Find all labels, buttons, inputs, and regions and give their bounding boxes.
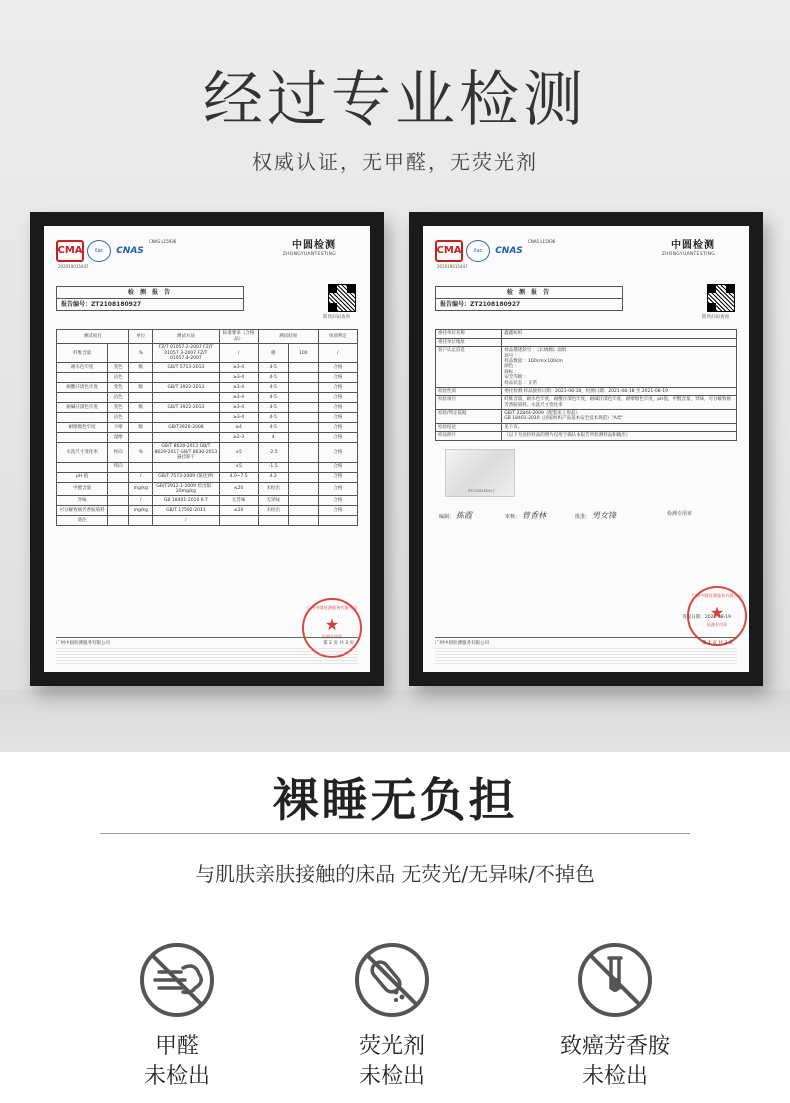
info-value: 鑫鑫纺织 <box>502 330 737 338</box>
no-fluorescent-icon <box>352 940 432 1020</box>
table-cell: 合格 <box>318 423 357 433</box>
table-cell: 合格 <box>318 482 357 496</box>
report-frame-left <box>30 212 384 686</box>
report-title: 检 测 报 告 <box>57 287 243 299</box>
table-cell: 棉 <box>258 344 288 363</box>
table-cell <box>57 373 108 383</box>
table-cell <box>108 506 129 516</box>
table-cell: 合格 <box>318 373 357 383</box>
signature-prepared <box>439 511 472 521</box>
sample-info-table <box>435 329 737 440</box>
table-cell: 合格 <box>318 443 357 462</box>
table-cell <box>288 443 318 462</box>
info-value: 委托检测 样品接样日期：2021-08-18，检测日期：2021-08-18 至 2021-08-19 <box>502 387 737 395</box>
qr-note: 防伪扫码查询 <box>702 315 729 320</box>
table-cell: 耐水色牢度 <box>57 363 108 373</box>
table-cell: 耐摩擦色牢度 <box>57 423 108 433</box>
table-cell: 级 <box>129 403 153 413</box>
table-row <box>57 344 358 363</box>
col-header: 测试方法 <box>153 330 219 344</box>
table-cell: -1.5 <box>258 462 288 472</box>
table-row <box>57 443 358 462</box>
sig-name: 拣霞 <box>456 510 473 520</box>
info-row <box>436 410 737 424</box>
feature-label: 致癌芳香胺 <box>559 1034 670 1059</box>
info-value: 样品描述款号 ：《长绒棉》面料 款号 ： 样品数量 ：100cm×100cm 颜色 ： 商标 ： 安全等级 ： 样品状态 ：正常 <box>502 347 737 388</box>
cnas-number: CNAS L15936 <box>528 239 556 244</box>
col-header: 标准要求（合格品） <box>219 330 258 344</box>
hero-subtitle: 权威认证，无甲醛，无荧光剂 <box>252 150 538 174</box>
feature-carcinogen <box>545 940 685 1092</box>
table-cell: 沾色 <box>108 393 129 403</box>
feature-formaldehyde <box>122 940 232 1092</box>
feature-text <box>122 1032 232 1092</box>
table-cell: 合格 <box>318 496 357 506</box>
table-row <box>57 383 358 393</box>
ilac-mra-logo-icon: ilac <box>466 240 490 262</box>
table-cell: 变色 <box>108 403 129 413</box>
table-row <box>57 363 358 373</box>
table-cell: 4 <box>258 433 288 443</box>
table-cell <box>129 413 153 423</box>
table-cell: 甲醛含量 <box>57 482 108 496</box>
table-row <box>57 472 358 482</box>
info-row <box>436 330 737 338</box>
table-row <box>57 393 358 403</box>
info-row <box>436 338 737 346</box>
footer-org: 广州中圆检测服务有限公司 <box>56 640 110 646</box>
table-cell: 合格 <box>318 363 357 373</box>
table-cell: mg/kg <box>129 482 153 496</box>
table-cell: mg/kg <box>129 506 153 516</box>
lab-brand <box>283 240 358 257</box>
table-cell <box>129 373 153 383</box>
info-label: 检验结论 <box>436 423 502 431</box>
table-cell: / <box>153 516 219 526</box>
table-row <box>57 423 358 433</box>
stamp-org-text: 广州中圆检测服务有限公司 <box>691 593 743 598</box>
table-cell <box>288 472 318 482</box>
report-header <box>435 240 737 274</box>
info-row <box>436 396 737 410</box>
lab-name-en: ZHONGYUANTESTING <box>282 252 336 257</box>
ilac-mra-logo-icon: ilac <box>87 240 111 262</box>
sig-label: 批准： <box>575 513 591 520</box>
table-cell <box>219 516 258 526</box>
table-cell <box>288 383 318 393</box>
table-cell: 沾色 <box>108 373 129 383</box>
table-cell: 备注 <box>57 516 108 526</box>
report-page-1 <box>423 226 749 672</box>
signature-row <box>435 511 737 527</box>
feature-text <box>337 1032 447 1092</box>
footer-divider <box>435 637 737 638</box>
table-cell: 级 <box>129 423 153 433</box>
cnas-logo-icon: CNAS <box>495 245 523 256</box>
qr-note: 防伪扫码查询 <box>323 315 350 320</box>
table-cell: ±5 <box>219 443 258 462</box>
table-cell <box>318 516 357 526</box>
report-number: 报告编号：ZT2108180927 <box>61 301 142 309</box>
qr-code-icon <box>328 284 356 312</box>
stamp-sub-text: 检测专用章 <box>707 621 727 627</box>
table-cell: / <box>318 344 357 363</box>
table-cell: 合格 <box>318 472 357 482</box>
table-cell: 合格 <box>318 462 357 472</box>
table-cell: % <box>129 443 153 462</box>
table-cell: / <box>219 344 258 363</box>
signature-stamp-label: 检测专用章 <box>667 510 693 517</box>
table-cell: ≥2-3 <box>219 433 258 443</box>
stamp-sub-text: 检测专用章 <box>322 633 342 639</box>
table-cell: 合格 <box>318 393 357 403</box>
table-cell: 4-5 <box>258 383 288 393</box>
table-cell <box>57 462 108 472</box>
feature-fluorescent <box>337 940 447 1092</box>
feature-status: 未检出 <box>581 1064 648 1089</box>
info-row <box>436 423 737 431</box>
table-cell: 合格 <box>318 383 357 393</box>
table-cell: 合格 <box>318 403 357 413</box>
table-row <box>57 496 358 506</box>
table-cell <box>288 403 318 413</box>
table-cell <box>288 363 318 373</box>
footer-fine-print <box>56 648 358 664</box>
table-cell: ≤20 <box>219 482 258 496</box>
table-cell: GB 18401-2010 6.7 <box>153 496 219 506</box>
table-cell: GB/T 8628-2013 GB/T 8629-2017 GB/T 8630-2013 悬挂晾干 <box>154 444 218 461</box>
table-cell: ≥3-4 <box>219 413 258 423</box>
table-cell: % <box>129 344 153 363</box>
table-cell <box>288 496 318 506</box>
table-cell: ≥4 <box>219 423 258 433</box>
info-row <box>436 432 737 440</box>
no-carcinogen-icon <box>575 940 655 1020</box>
sig-name: 曾香林 <box>522 510 547 520</box>
table-cell: 异味 <box>57 496 108 506</box>
col-header: 测试结果 <box>258 330 318 344</box>
table-cell: 未检出 <box>258 482 288 496</box>
table-cell: 级 <box>129 363 153 373</box>
table-cell: pH 值 <box>57 472 108 482</box>
table-row <box>57 413 358 423</box>
footer-fine-print <box>435 648 737 664</box>
table-cell: 变色 <box>108 383 129 393</box>
cma-logo-icon: CMA <box>435 240 463 262</box>
info-label: 检验项目 <box>436 396 502 410</box>
table-cell <box>288 462 318 472</box>
table-row <box>57 482 358 496</box>
table-cell: ≥3-4 <box>219 403 258 413</box>
table-body <box>57 344 358 526</box>
lab-name-cn: 中圆检测 <box>671 240 715 251</box>
table-cell <box>57 433 108 443</box>
table-cell: ≤20 <box>219 506 258 516</box>
table-cell: GB/T2912.1-2009 检出限：20mg/kg <box>153 482 219 496</box>
table-cell: GB/T 3922-2013 <box>153 403 219 413</box>
feature-label: 荧光剂 <box>358 1034 425 1059</box>
table-cell <box>288 423 318 433</box>
report-header <box>56 240 358 274</box>
table-cell <box>108 482 129 496</box>
section-divider <box>100 833 690 834</box>
table-cell: GB/T 7573-2009 (氯化钾) <box>153 472 219 482</box>
table-cell: 级 <box>129 383 153 393</box>
table-cell: GB/T3920-2008 <box>153 423 219 433</box>
footer-page: 第 2 页 共 3 页 <box>323 640 354 646</box>
table-cell: FZ/T 01057.2-2007 FZ/T 01057.3-2007 FZ/T 01057.4-2007 <box>153 344 219 363</box>
table-header-row <box>57 330 358 344</box>
feature-status: 未检出 <box>143 1064 210 1089</box>
table-cell: 合格 <box>318 506 357 516</box>
table-cell <box>108 472 129 482</box>
hero-title: 经过专业检测 <box>203 65 587 135</box>
table-cell <box>258 516 288 526</box>
table-cell: 4-5 <box>258 413 288 423</box>
table-cell: 合格 <box>318 413 357 423</box>
table-row <box>57 373 358 383</box>
lab-name-en: ZHONGYUANTESTING <box>661 252 715 257</box>
table-cell <box>108 496 129 506</box>
table-cell <box>129 433 153 443</box>
table-cell <box>288 516 318 526</box>
report-number: 报告编号：ZT2108180927 <box>440 301 521 309</box>
table-cell <box>129 393 153 403</box>
table-cell: 湿摩 <box>108 433 129 443</box>
table-cell <box>153 462 219 472</box>
table-cell: 未检出 <box>258 506 288 516</box>
table-cell <box>57 393 108 403</box>
table-cell: -2.5 <box>258 443 288 462</box>
info-body <box>436 330 737 440</box>
sample-photo-label: ZT2108180927 <box>468 489 495 494</box>
lab-brand <box>662 240 737 257</box>
section-title: 裸睡无负担 <box>272 773 518 827</box>
lab-name-cn: 中圆检测 <box>292 240 336 251</box>
report-page-2 <box>44 226 370 672</box>
no-formaldehyde-icon <box>137 940 217 1020</box>
table-cell: 经向 <box>108 443 129 462</box>
table-cell <box>108 344 129 363</box>
table-cell <box>153 373 219 383</box>
table-row <box>57 433 358 443</box>
footer-org: 广州中圆检测服务有限公司 <box>435 640 489 646</box>
sig-label: 编制： <box>439 513 455 520</box>
table-row <box>57 462 358 472</box>
table-cell <box>288 373 318 383</box>
table-cell: / <box>129 472 153 482</box>
table-cell: 4-5 <box>258 403 288 413</box>
table-cell: ≥3-4 <box>219 393 258 403</box>
signature-reviewed <box>505 511 546 521</box>
sig-label: 审核： <box>505 513 521 520</box>
info-value: （以下为送检样品的照片仅用于确认本报告所检测样品和输出） <box>502 432 737 440</box>
info-label: 样品照片 <box>436 432 502 440</box>
info-label: 检验/判定依据 <box>436 410 502 424</box>
info-label: 委托单位地址 <box>436 338 502 346</box>
signature-approved <box>575 511 616 521</box>
table-row <box>57 506 358 516</box>
table-cell: 100 <box>288 344 318 363</box>
table-cell <box>153 433 219 443</box>
table-cell: 4-5 <box>258 373 288 383</box>
report-title-box <box>435 286 623 311</box>
table-cell: ≥3-4 <box>219 383 258 393</box>
test-results-table <box>56 329 358 526</box>
table-cell: GB/T 17592-2011 <box>153 506 219 516</box>
cma-logo-icon: CMA <box>56 240 84 262</box>
info-label: 委托单位名称 <box>436 330 502 338</box>
table-cell <box>153 393 219 403</box>
table-cell: 水洗尺寸变化率 <box>57 443 108 462</box>
table-cell: 4.3 <box>258 472 288 482</box>
table-cell: 合格 <box>318 433 357 443</box>
cma-code: 202019015447 <box>437 264 468 269</box>
table-cell: 变色 <box>108 363 129 373</box>
report-title: 检 测 报 告 <box>436 287 622 299</box>
table-cell <box>288 413 318 423</box>
section-subtitle: 与肌肤亲肤接触的床品 无荧光/无异味/不掉色 <box>195 862 595 886</box>
feature-text <box>545 1032 685 1092</box>
table-cell <box>129 462 153 472</box>
report-title-box <box>56 286 244 311</box>
info-label: 检验性质 <box>436 387 502 395</box>
table-cell: GB/T 3922-2013 <box>153 383 219 393</box>
table-cell: 4-5 <box>258 393 288 403</box>
table-cell: 干摩 <box>108 423 129 433</box>
feature-status: 未检出 <box>358 1064 425 1089</box>
sample-photo <box>445 449 515 497</box>
table-cell <box>153 413 219 423</box>
info-value: 见下页。 <box>502 423 737 431</box>
col-header: 单项判定 <box>318 330 357 344</box>
info-row <box>436 347 737 388</box>
sig-name: 男女锋 <box>592 510 617 520</box>
table-cell <box>288 506 318 516</box>
table-cell: 无异味 <box>258 496 288 506</box>
footer-page: 第 1 页 共 3 页 <box>702 640 733 646</box>
table-cell: 4-5 <box>258 363 288 373</box>
info-value <box>502 338 737 346</box>
info-label: 客户认定信息 <box>436 347 502 388</box>
stamp-org-text: 广州中圆检测服务有限公司 <box>306 605 358 610</box>
cnas-logo-icon: CNAS <box>116 245 144 256</box>
table-cell: ≥3-4 <box>219 373 258 383</box>
table-cell <box>129 516 153 526</box>
table-cell: ±5 <box>219 462 258 472</box>
table-cell: 可分解致癌芳香胺染料 <box>57 506 108 516</box>
table-cell: 无异味 <box>219 496 258 506</box>
table-cell: GB/T 5713-2013 <box>153 363 219 373</box>
table-cell: 耐碱汗渍色牢度 <box>57 403 108 413</box>
info-value: GB/T 22844-2009《配套床上用品》 GB 18401-2010《国家纺织产品基本安全技术规范》"A类" <box>502 410 737 424</box>
table-cell: 4.0~7.5 <box>219 472 258 482</box>
report-frame-right <box>409 212 763 686</box>
table-cell: ≥3-4 <box>219 363 258 373</box>
table-cell <box>288 393 318 403</box>
feature-label: 甲醛 <box>154 1034 199 1059</box>
col-header: 单位 <box>129 330 153 344</box>
table-cell <box>108 516 129 526</box>
table-cell <box>288 482 318 496</box>
table-cell: 沾色 <box>108 413 129 423</box>
info-row <box>436 387 737 395</box>
table-cell <box>57 413 108 423</box>
table-cell: 纬向 <box>108 462 129 472</box>
qr-code-icon <box>707 284 735 312</box>
star-icon: ★ <box>709 602 725 622</box>
star-icon: ★ <box>324 614 340 634</box>
table-cell <box>288 433 318 443</box>
table-cell: 纤维含量 <box>57 344 108 363</box>
cma-code: 202019015447 <box>58 264 89 269</box>
floor-shelf <box>0 690 790 752</box>
table-cell: 4-5 <box>258 423 288 433</box>
col-header: 测试项目 <box>57 330 129 344</box>
table-cell: / <box>129 496 153 506</box>
issue-date: 签发日期：2021-08-19 <box>682 614 731 620</box>
table-row <box>57 403 358 413</box>
table-row <box>57 516 358 526</box>
info-value: 纤维含量，耐水色牢度，耐酸汗渍色牢度，耐碱汗渍色牢度，耐摩擦色牢度，pH值，甲醛含量，异味，可分解致癌芳香胺染料，水洗尺寸变化率 <box>502 396 737 410</box>
cnas-number: CNAS L15936 <box>149 239 177 244</box>
table-cell: 耐酸汗渍色牢度 <box>57 383 108 393</box>
